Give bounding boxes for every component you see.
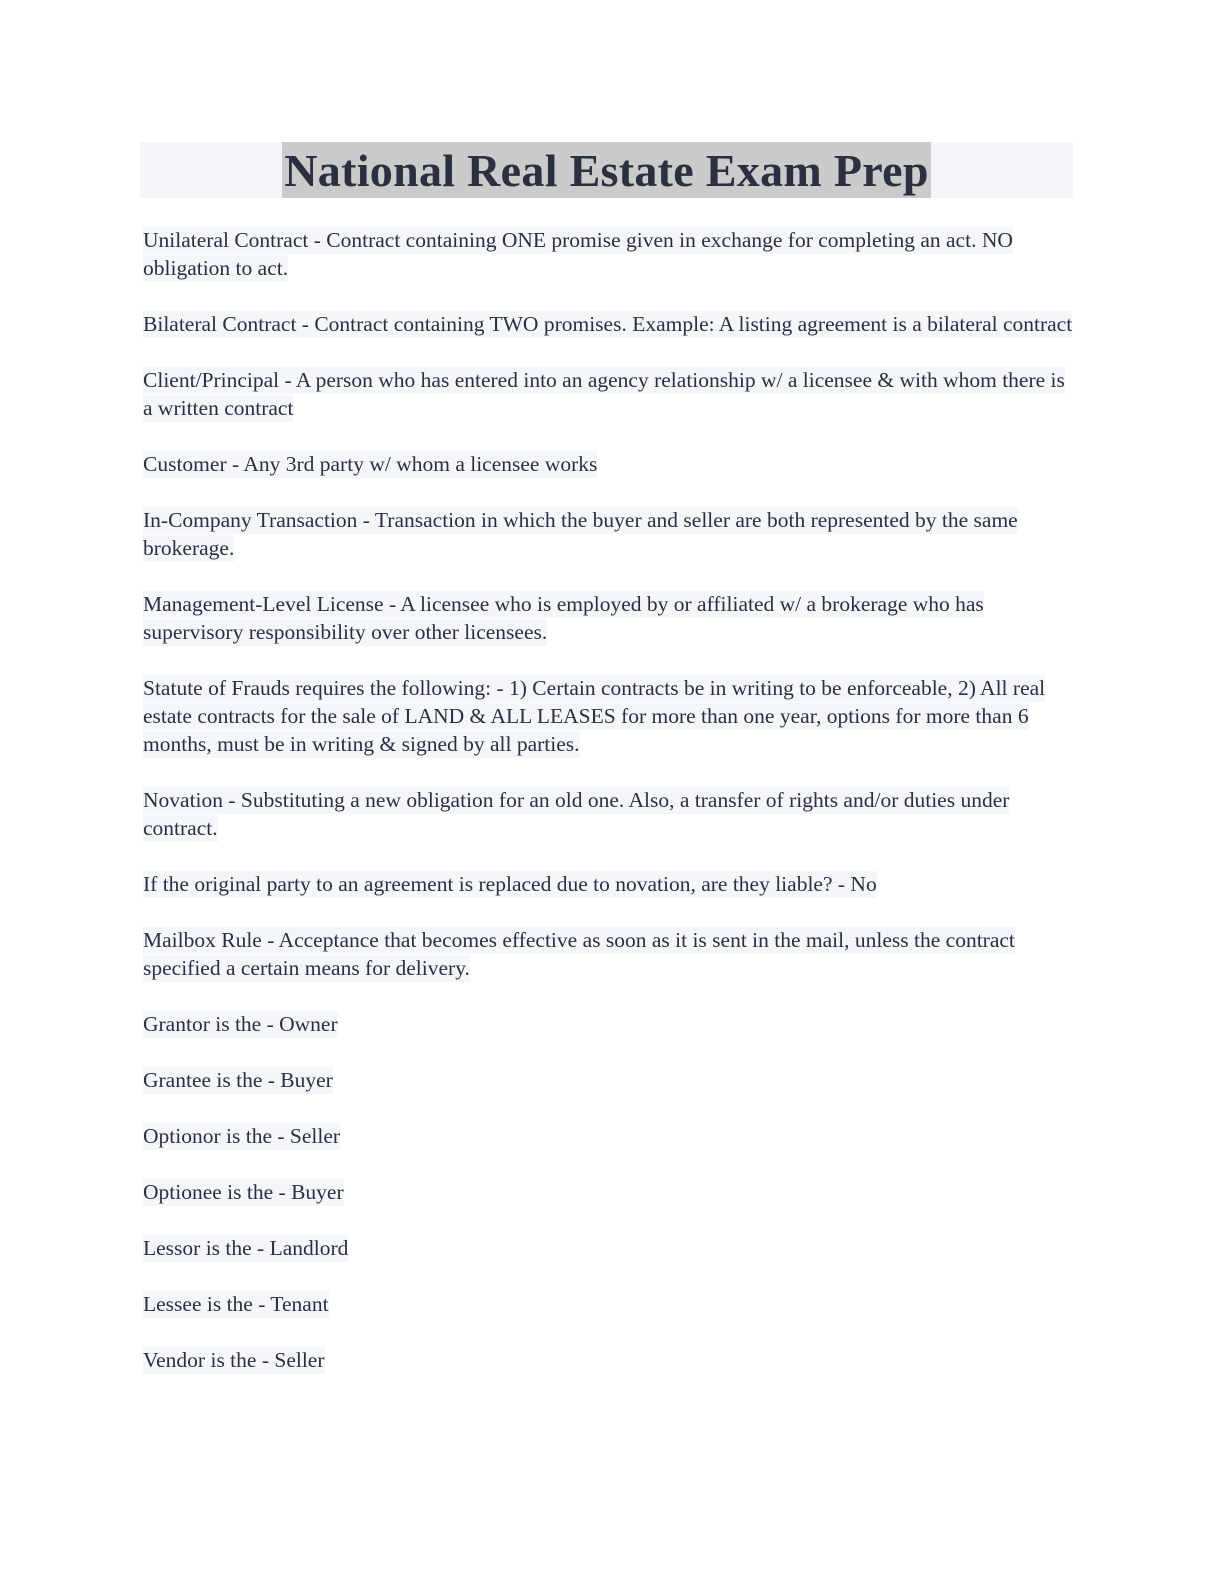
entry-vendor xyxy=(143,1346,1073,1374)
entry-mailbox-rule xyxy=(143,926,1073,982)
entry-text: In-Company Transaction - Transaction in which the buyer and seller are both represented by the same brokerage. xyxy=(143,508,1018,560)
entry-optionee xyxy=(143,1178,1073,1206)
entry-management-level-license xyxy=(143,590,1073,646)
entry-text: Lessor is the - Landlord xyxy=(143,1236,349,1260)
entry-lessor xyxy=(143,1234,1073,1262)
entry-statute-of-frauds xyxy=(143,674,1073,758)
entry-text: Lessee is the - Tenant xyxy=(143,1292,329,1316)
entry-text: Novation - Substituting a new obligation for an old one. Also, a transfer of rights and/or duties under contract. xyxy=(143,788,1010,840)
entry-optionor xyxy=(143,1122,1073,1150)
entry-text: Customer - Any 3rd party w/ whom a licensee works xyxy=(143,452,598,476)
entry-grantee xyxy=(143,1066,1073,1094)
entry-text: Client/Principal - A person who has entered into an agency relationship w/ a licensee & with whom there is a written contract xyxy=(143,368,1065,420)
entry-text: Unilateral Contract - Contract containing ONE promise given in exchange for completing an act. NO obligation to act. xyxy=(143,228,1013,280)
entry-text: Management-Level License - A licensee who is employed by or affiliated w/ a brokerage who has supervisory responsibility over other licensees. xyxy=(143,592,984,644)
flashcard-list xyxy=(143,226,1073,1402)
entry-text: If the original party to an agreement is replaced due to novation, are they liable? - No xyxy=(143,872,877,896)
entry-text: Grantee is the - Buyer xyxy=(143,1068,333,1092)
title-band xyxy=(140,142,1073,198)
entry-grantor xyxy=(143,1010,1073,1038)
entry-text: Grantor is the - Owner xyxy=(143,1012,338,1036)
entry-text: Optionor is the - Seller xyxy=(143,1124,341,1148)
entry-text: Bilateral Contract - Contract containing TWO promises. Example: A listing agreement is a bilateral contract xyxy=(143,312,1073,336)
entry-client-principal xyxy=(143,366,1073,422)
entry-novation xyxy=(143,786,1073,842)
entry-lessee xyxy=(143,1290,1073,1318)
entry-novation-liability xyxy=(143,870,1073,898)
entry-customer xyxy=(143,450,1073,478)
entry-in-company-transaction xyxy=(143,506,1073,562)
entry-unilateral-contract xyxy=(143,226,1073,282)
page-title: National Real Estate Exam Prep xyxy=(282,142,930,198)
entry-text: Statute of Frauds requires the following: - 1) Certain contracts be in writing to be enforceable, 2) All real estate contracts for the sale of LAND & ALL LEASES for more than one year, options for more than 6 months, must be in writing & signed by all parties. xyxy=(143,676,1046,756)
entry-bilateral-contract xyxy=(143,310,1073,338)
entry-text: Vendor is the - Seller xyxy=(143,1348,325,1372)
entry-text: Mailbox Rule - Acceptance that becomes effective as soon as it is sent in the mail, unless the contract specified a certain means for delivery. xyxy=(143,928,1015,980)
entry-text: Optionee is the - Buyer xyxy=(143,1180,344,1204)
